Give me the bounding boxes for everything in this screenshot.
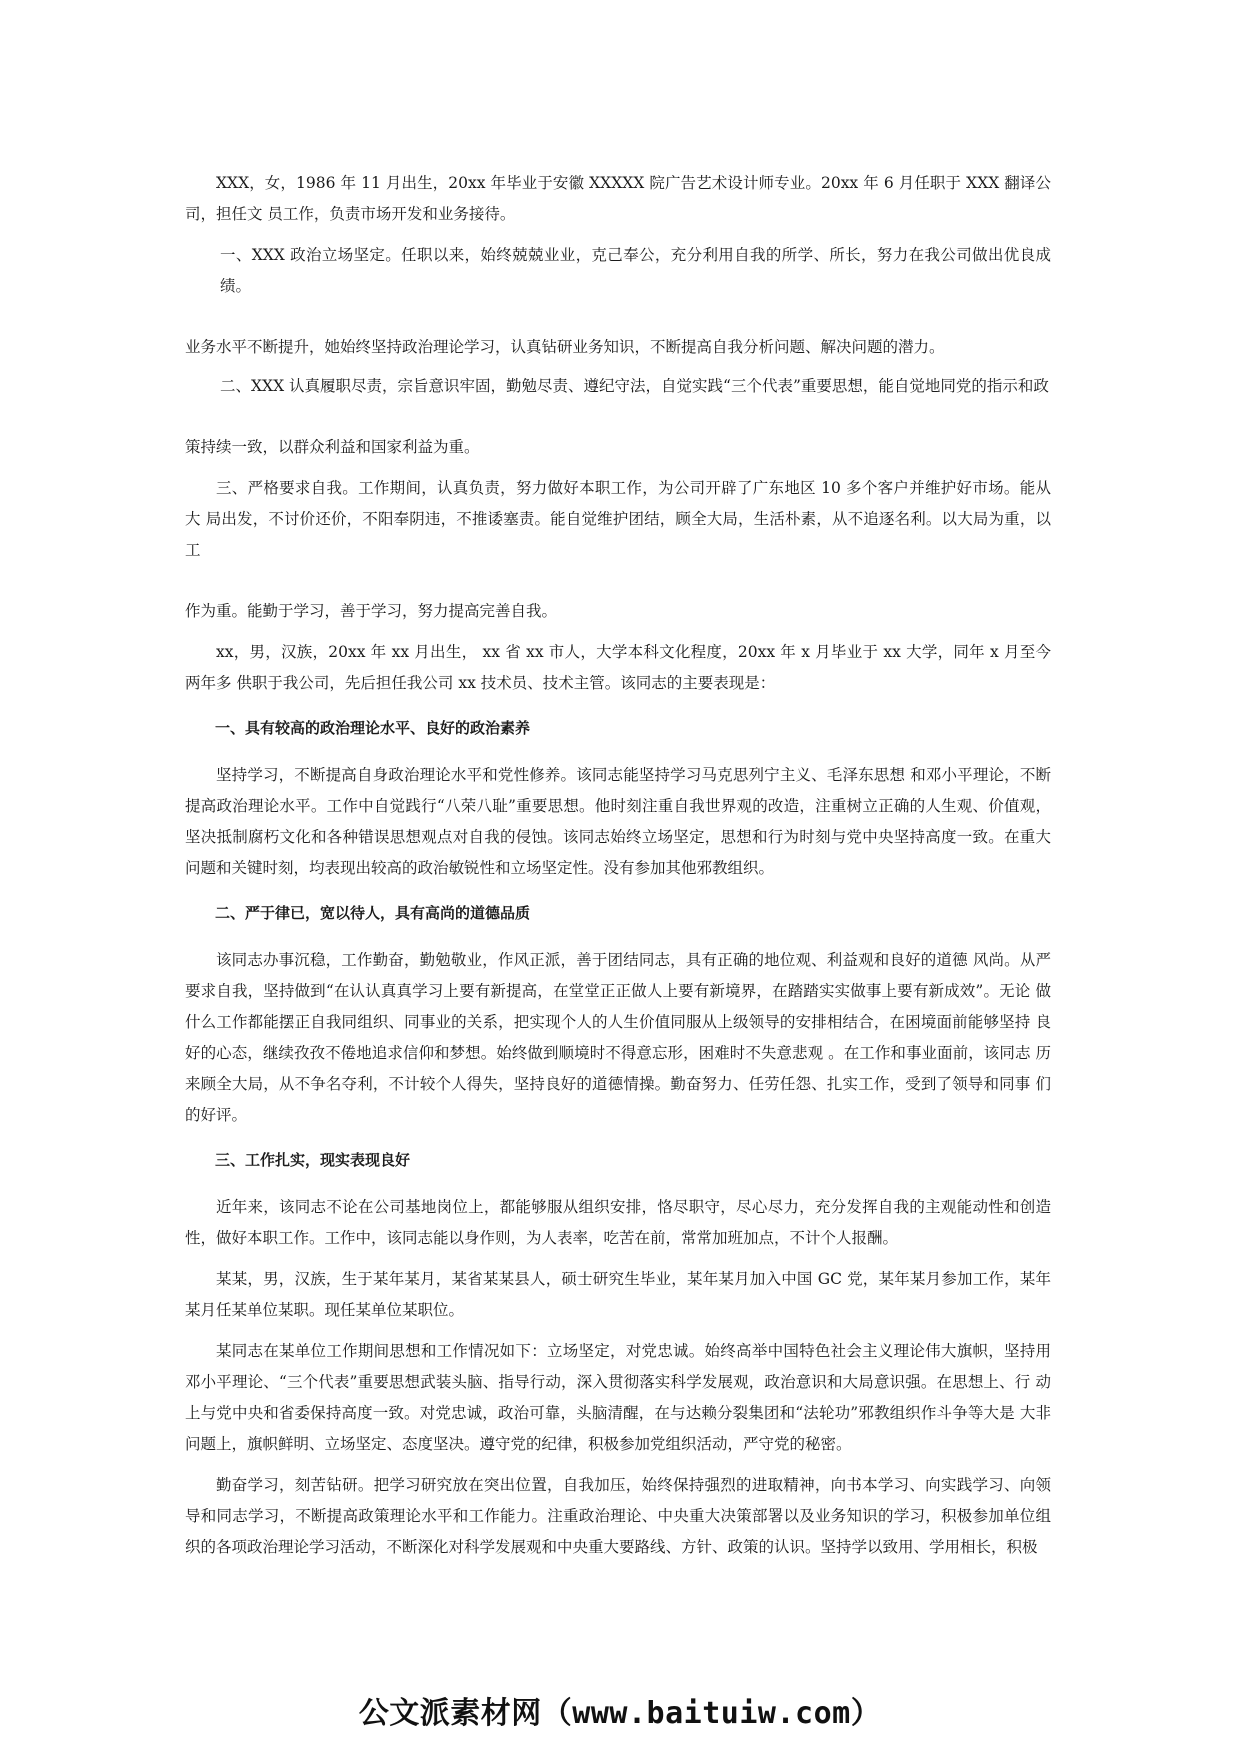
paragraph-2: 一、XXX 政治立场坚定。任职以来，始终兢兢业业，克己奉公，充分利用自我的所学、所长，努力在我公司做出优良成绩。 — [220, 246, 1051, 295]
section-heading-2: 二、严于律已，宽以待人，具有高尚的道德品质 — [215, 904, 531, 922]
section-heading-3: 三、工作扎实，现实表现良好 — [215, 1151, 411, 1169]
paragraph-10: 该同志办事沉稳，工作勤奋，勤勉敬业，作风正派，善于团结同志，具有正确的地位观、利益观和良好的道德 风尚。从严 要求自我，坚持做到“在认认真真学习上要有新提高，在堂堂正正做人上要有新境界，在踏踏实实做事上要有新成效”。无论 做什么工作都能摆正自我同组织、同事业的关系，把实现个人的人生价值同服从上级领导的安排相结合，在困境面前能够坚持 良好的心态，继续孜孜不倦地追求信仰和梦想。始终做到顺境时不得意忘形，困难时不失意悲观 。在工作和事业面前，该同志 历来顾全大局，从不争名夺利，不计较个人得失，坚持良好的道德情操。勤奋努力、任劳任怨、扎实工作，受到了领导和同事 们的好评。 — [185, 951, 1051, 1124]
paragraph-14: 勤奋学习，刻苦钻研。把学习研究放在突出位置，自我加压，始终保持强烈的进取精神，向书本学习、向实践学习、向领导和同志学习，不断提高政策理论水平和工作能力。注重政治理论、中央重大决策部署以及业务知识的学习，积极参加单位组织的各项政治理论学习活动，不断深化对科学发展观和中央重大要路线、方针、政策的认识。坚持学以致用、学用相长，积极 — [185, 1476, 1051, 1556]
paragraph-6: 三、严格要求自我。工作期间，认真负责，努力做好本职工作，为公司开辟了广东地区 10 多个客户并维护好市场。能从大 局出发，不讨价还价，不阳奉阴违，不推诿塞责。能自觉维护团结，顾全大局，生活朴素，从不追逐名利。以大局为重，以工 — [185, 479, 1051, 559]
footer-watermark: 公文派素材网（www.baituiw.com） — [358, 1696, 882, 1731]
paragraph-3: 业务水平不断提升，她始终坚持政治理论学习，认真钻研业务知识，不断提高自我分析问题、解决问题的潜力。 — [185, 338, 945, 356]
paragraph-4: 二、XXX 认真履职尽责，宗旨意识牢固，勤勉尽责、遵纪守法，自觉实践“三个代表”重要思想，能自觉地同党的指示和政 — [220, 377, 1049, 395]
paragraph-12: 某某，男，汉族，生于某年某月，某省某某县人，硕士研究生毕业，某年某月加入中国 GC 党，某年某月参加工作，某年某月任某单位某职。现任某单位某职位。 — [185, 1270, 1051, 1319]
paragraph-8: xx，男，汉族，20xx 年 xx 月出生， xx 省 xx 市人，大学本科文化程度，20xx 年 x 月毕业于 xx 大学，同年 x 月至今两年多 供职于我公司，先后担任我公司 xx 技术员、技术主管。该同志的主要表现是： — [185, 643, 1051, 692]
paragraph-9: 坚持学习，不断提高自身政治理论水平和党性修养。该同志能坚持学习马克思列宁主义、毛泽东思想 和邓小平理论，不断提高政治理论水平。工作中自觉践行“八荣八耻”重要思想。他时刻注重自我世界观的改造，注重树立正确的人生观、价值观， 坚决抵制腐朽文化和各种错误思想观点对自我的侵蚀。该同志始终立场坚定，思想和行为时刻与党中央坚持高度一致。在重大 问题和关键时刻，均表现出较高的政治敏锐性和立场坚定性。没有参加其他邪教组织。 — [185, 766, 1051, 877]
document-body — [185, 168, 1051, 1573]
paragraph-5: 策持续一致，以群众利益和国家利益为重。 — [185, 438, 480, 456]
paragraph-7: 作为重。能勤于学习，善于学习，努力提高完善自我。 — [185, 602, 558, 620]
paragraph-1: XXX，女，1986 年 11 月出生，20xx 年毕业于安徽 XXXXX 院广告艺术设计师专业。20xx 年 6 月任职于 XXX 翻译公司，担任文 员工作，负责市场开发和业务接待。 — [185, 174, 1051, 223]
paragraph-11: 近年来，该同志不论在公司基地岗位上，都能够服从组织安排，恪尽职守，尽心尽力，充分发挥自我的主观能动性和创造 性，做好本职工作。工作中，该同志能以身作则，为人表率，吃苦在前，常常加班加点，不计个人报酬。 — [185, 1198, 1051, 1247]
section-heading-1: 一、具有较高的政治理论水平、良好的政治素养 — [215, 719, 531, 737]
paragraph-13: 某同志在某单位工作期间思想和工作情况如下：立场坚定，对党忠诚。始终高举中国特色社会主义理论伟大旗帜，坚持用 邓小平理论、“三个代表”重要思想武装头脑、指导行动，深入贯彻落实科学发展观，政治意识和大局意识强。在思想上、行 动上与党中央和省委保持高度一致。对党忠诚，政治可靠，头脑清醒，在与达赖分裂集团和“法轮功”邪教组织作斗争等大是 大非问题上，旗帜鲜明、立场坚定、态度坚决。遵守党的纪律，积极参加党组织活动，严守党的秘密。 — [185, 1342, 1051, 1453]
